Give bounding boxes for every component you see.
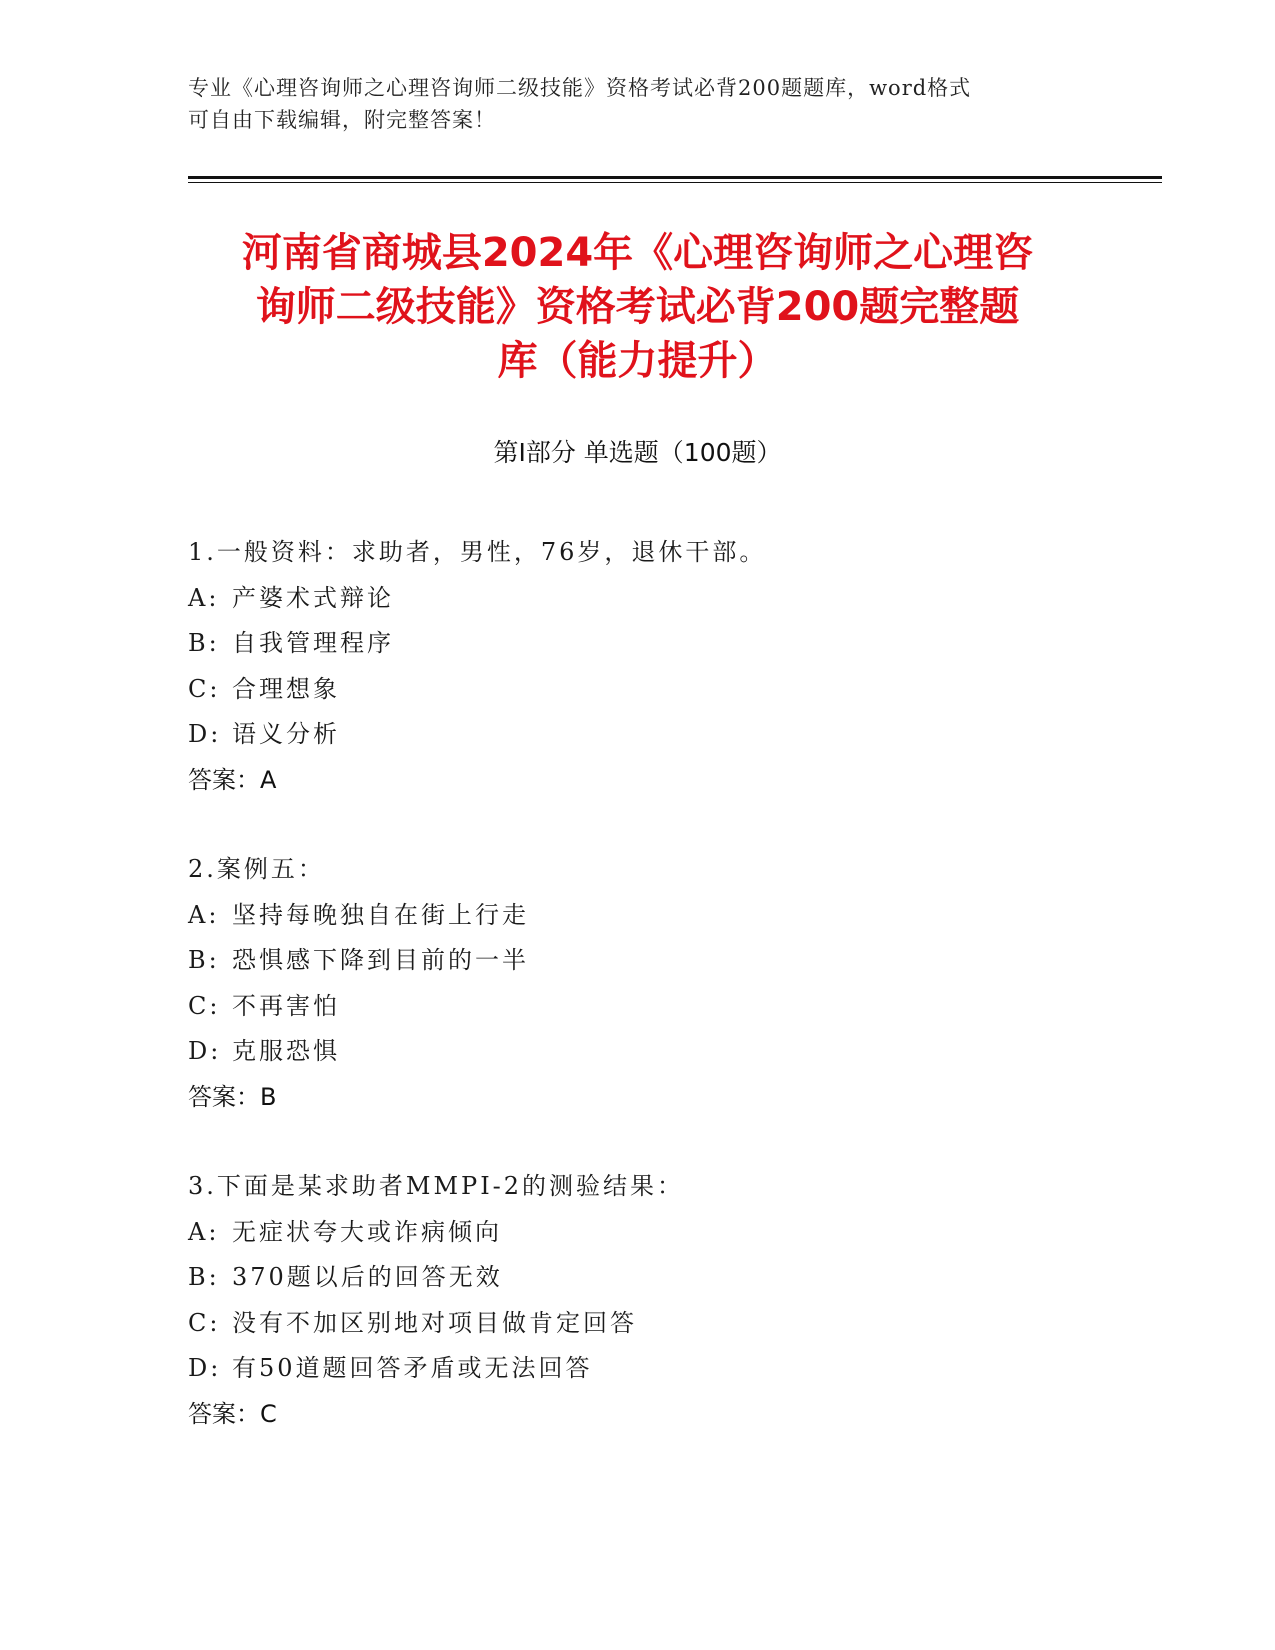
document-title-line-1: 河南省商城县2024年《心理咨询师之心理咨 [241, 230, 1034, 276]
answer: 答案：C [188, 1399, 277, 1428]
option-c [188, 667, 1128, 713]
question-stem: 1.一般资料：求助者，男性，76岁，退休干部。 [188, 538, 767, 566]
option-text: 有50道题回答矛盾或无法回答 [232, 1354, 593, 1382]
option-text: 语义分析 [232, 720, 340, 748]
option-text: 没有不加区别地对项目做肯定回答 [232, 1308, 637, 1337]
option-letter: B: [188, 629, 220, 657]
document-title-line-3: 库（能力提升） [497, 338, 778, 384]
option-letter: B: [188, 946, 220, 974]
option-c [188, 984, 1128, 1030]
header-note-line-2: 可自由下载编辑，附完整答案！ [188, 108, 496, 132]
option-a [188, 1210, 1128, 1256]
option-text: 无症状夸大或诈病倾向 [232, 1217, 502, 1246]
header-divider-thick [188, 176, 1162, 179]
option-d [188, 1029, 1128, 1075]
option-letter: D: [188, 1037, 222, 1065]
option-letter: C: [188, 674, 221, 703]
question-3 [188, 1164, 1128, 1437]
option-text: 自我管理程序 [232, 629, 394, 657]
answer: 答案：A [188, 765, 277, 794]
option-letter: C: [188, 991, 221, 1020]
option-letter: B: [188, 1263, 220, 1291]
option-a [188, 576, 1128, 622]
option-text: 合理想象 [232, 674, 340, 703]
option-text: 不再害怕 [232, 991, 340, 1020]
question-1 [188, 530, 1128, 803]
header-note [188, 72, 1088, 136]
header-note-line-1: 专业《心理咨询师之心理咨询师二级技能》资格考试必背200题题库，word格式 [188, 76, 972, 100]
option-text: 产婆术式辩论 [232, 583, 394, 612]
option-text: 克服恐惧 [232, 1037, 340, 1065]
option-c [188, 1301, 1128, 1347]
option-letter: A: [188, 1217, 220, 1246]
option-b [188, 621, 1128, 667]
option-letter: A: [188, 583, 220, 612]
question-stem: 2.案例五： [188, 855, 325, 883]
option-b [188, 938, 1128, 984]
option-d [188, 712, 1128, 758]
question-stem: 3.下面是某求助者MMPI-2的测验结果： [188, 1172, 685, 1200]
option-text: 坚持每晚独自在街上行走 [232, 900, 529, 929]
option-letter: C: [188, 1308, 221, 1337]
option-letter: D: [188, 1354, 222, 1382]
option-d [188, 1346, 1128, 1392]
question-list [188, 530, 1128, 1481]
document-title [160, 226, 1115, 388]
option-text: 恐惧感下降到目前的一半 [232, 946, 529, 974]
document-title-line-2: 询师二级技能》资格考试必背200题完整题 [255, 284, 1020, 330]
answer: 答案：B [188, 1082, 277, 1111]
option-letter: A: [188, 900, 220, 929]
section-title: 第Ⅰ部分 单选题（100题） [493, 438, 782, 467]
header-divider-thin [188, 182, 1162, 183]
option-text: 370题以后的回答无效 [232, 1263, 503, 1291]
option-letter: D: [188, 720, 222, 748]
option-a [188, 893, 1128, 939]
question-2 [188, 847, 1128, 1120]
option-b [188, 1255, 1128, 1301]
